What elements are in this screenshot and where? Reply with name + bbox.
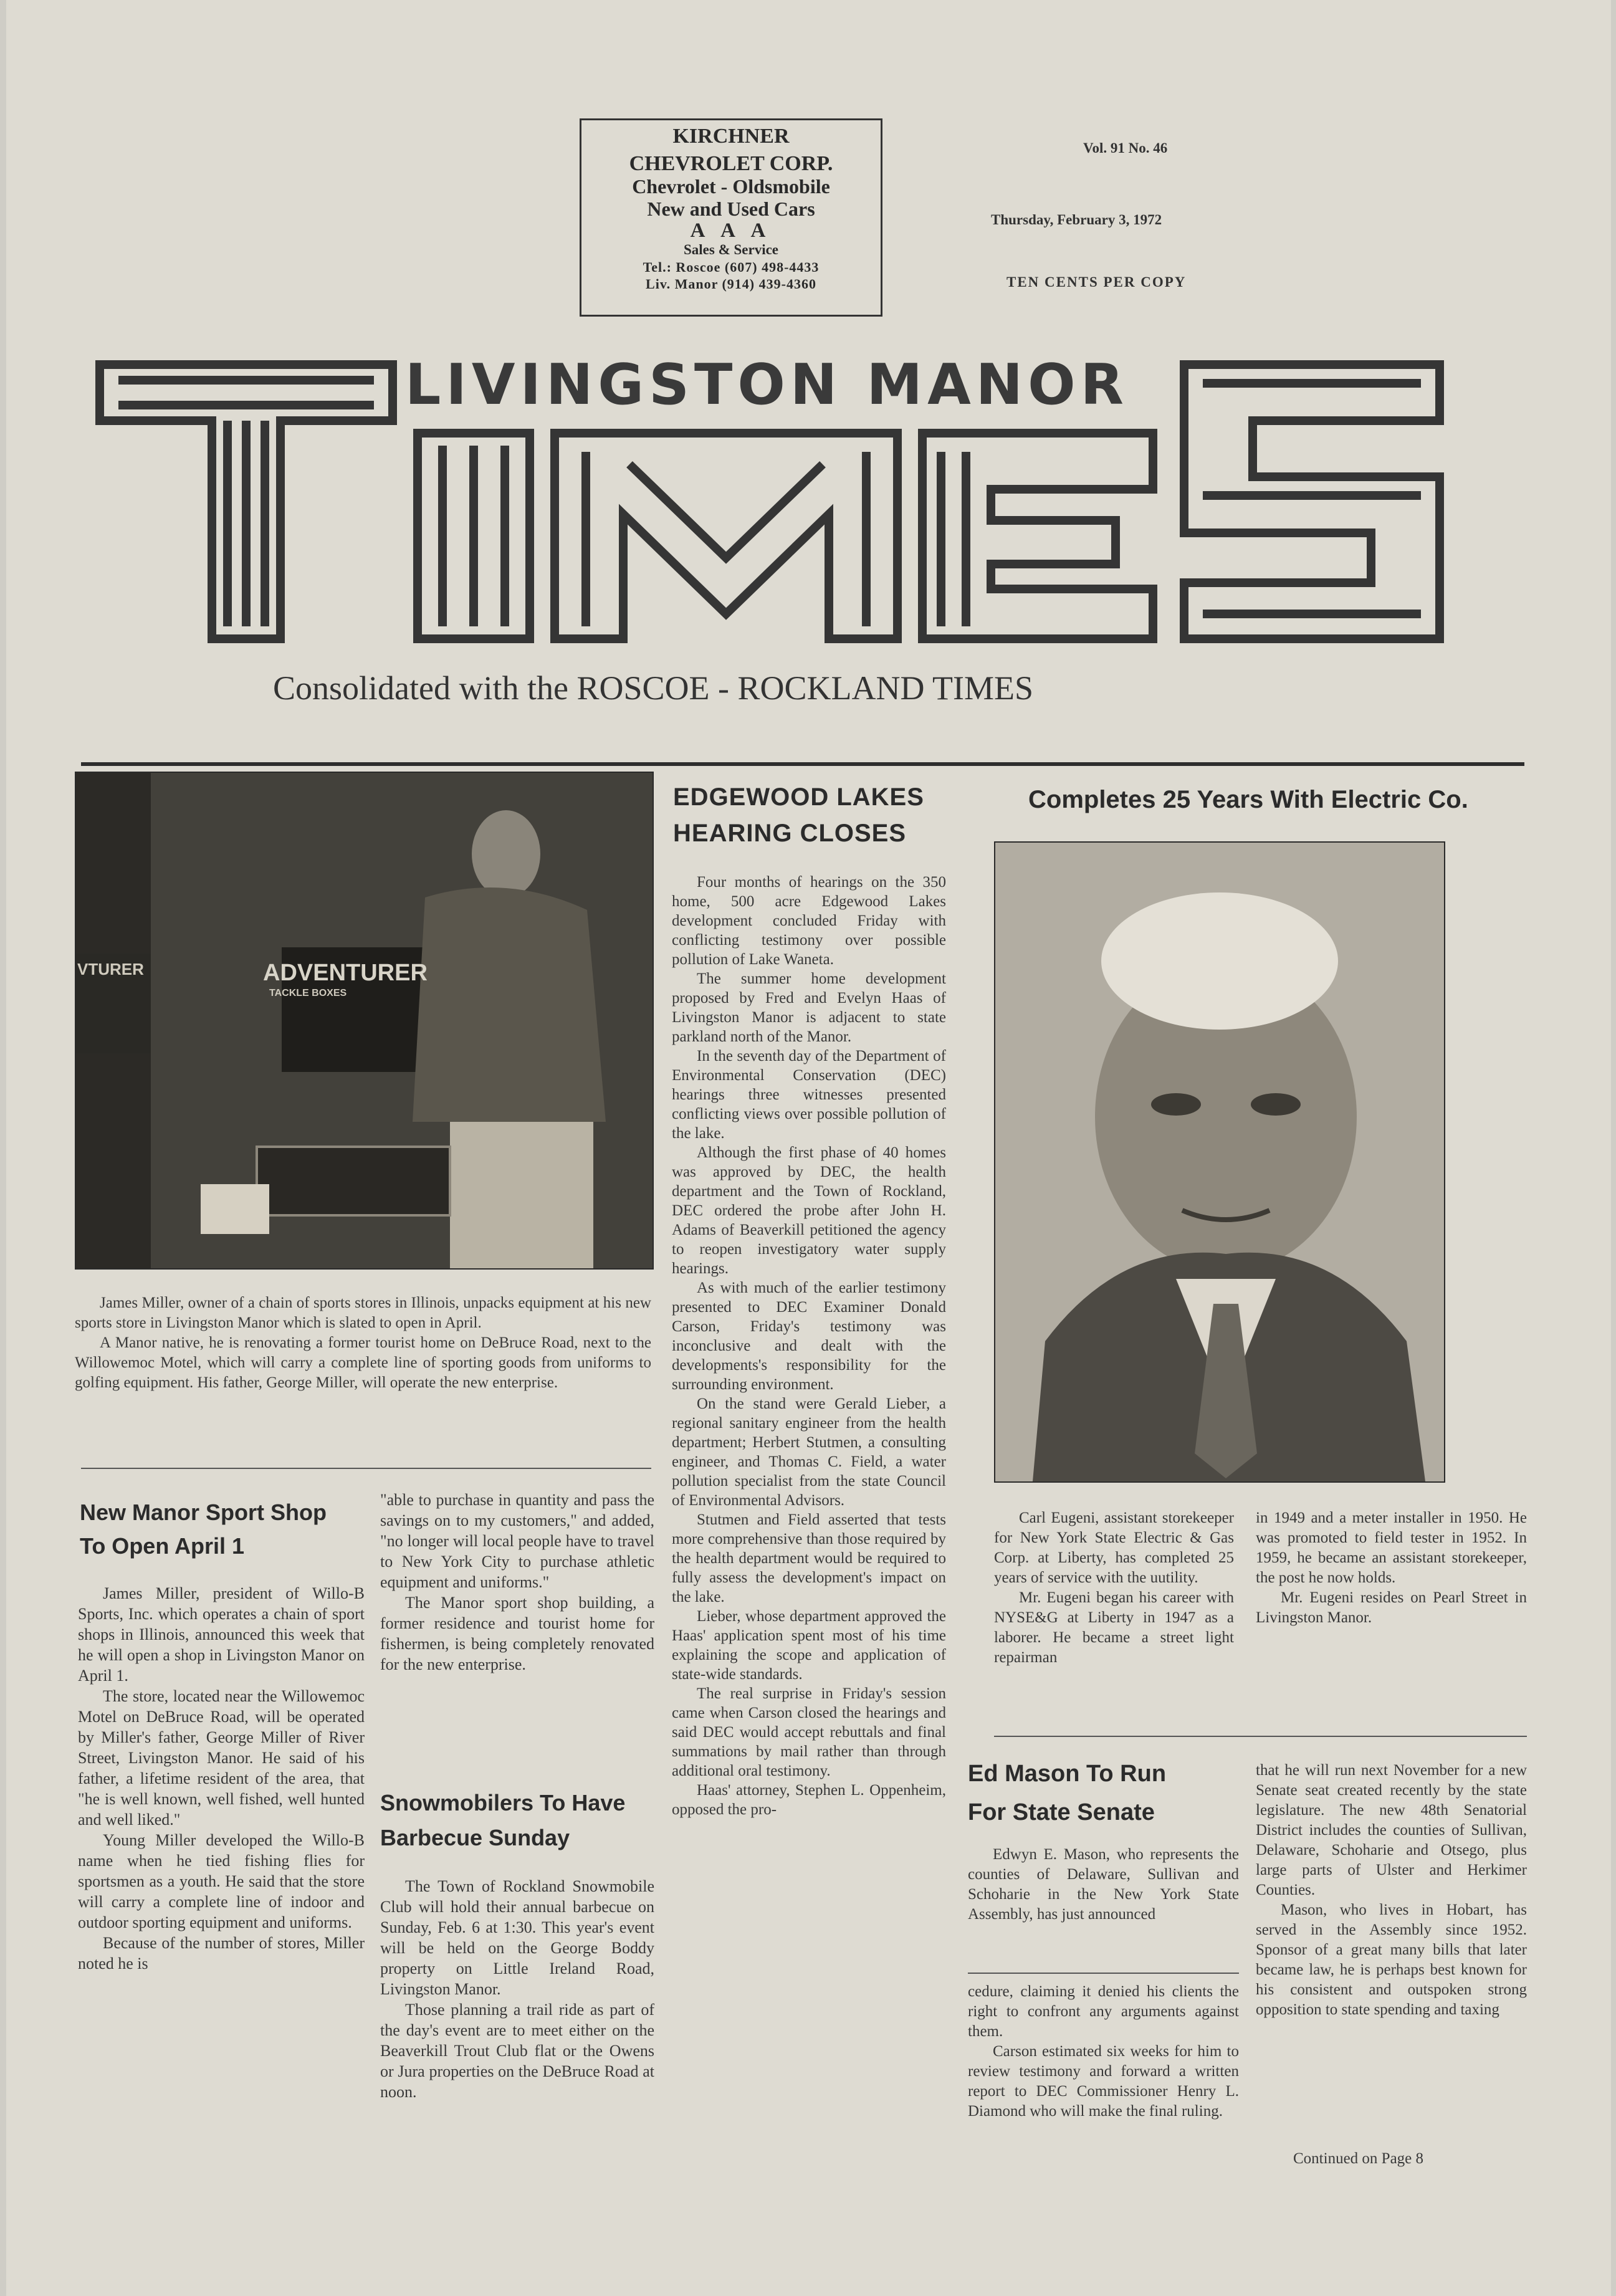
ad-line: Liv. Manor (914) 439-4360 xyxy=(646,276,816,292)
ad-line: Tel.: Roscoe (607) 498-4433 xyxy=(643,259,820,275)
section-divider xyxy=(968,1973,1239,1974)
section-divider xyxy=(994,1736,1527,1737)
caption-paragraph: A Manor native, he is renovating a former tourist home on DeBruce Road, next to the Willowemoc Motel, which will carry a complete line of sporting goods from uniforms to golfing equipment. His father, George Miller, will operate the new enterprise. xyxy=(75,1334,651,1391)
article-paragraph: Edwyn E. Mason, who represents the counties of Delaware, Sullivan and Schoharie in the New York State Assembly, has just announced xyxy=(968,1846,1239,1923)
eugeni-portrait xyxy=(994,841,1445,1483)
article-paragraph: In the seventh day of the Department of Environmental Conservation (DEC) hearings three witnesses presented conflicting views over possible pollution of the lake. xyxy=(672,1048,946,1142)
article-paragraph: James Miller, president of Willo-B Sports, Inc. which operates a chain of sport shops in Illinois, announced this week that he will open a shop in Livingston Manor on April 1. xyxy=(78,1584,365,1685)
portrait-illustration xyxy=(995,843,1444,1481)
photo-sign-subtext: TACKLE BOXES xyxy=(269,988,347,998)
sport-shop-headline xyxy=(80,1496,327,1563)
ad-line: CHEVROLET CORP. xyxy=(629,152,833,175)
article-paragraph: Mr. Eugeni began his career with NYSE&G at Liberty in 1947 as a laborer. He became a street light repairman xyxy=(994,1589,1234,1666)
headline-line: Barbecue Sunday xyxy=(380,1825,570,1850)
article-paragraph: cedure, claiming it denied his clients the right to confront any arguments against them. xyxy=(968,1983,1239,2040)
ad-line: A A A xyxy=(690,219,772,242)
headline-line: New Manor Sport Shop xyxy=(80,1500,327,1525)
article-paragraph: The summer home development proposed by Fred and Evelyn Haas of Livingston Manor is adjacent to state parkland north of the Manor. xyxy=(672,970,946,1045)
photo-sign-left-text: VTURER xyxy=(77,960,144,978)
article-paragraph: Four months of hearings on the 350 home, 500 acre Edgewood Lakes development concluded Friday with conflicting testimony over possible pollution of Lake Waneta. xyxy=(672,874,946,968)
photo-sign-text: ADVENTURER xyxy=(263,960,428,986)
article-paragraph: Those planning a trail ride as part of the day's event are to meet either on the Beaverkill Trout Club flat or the Owens or Jura properties on the DeBruce Road at noon. xyxy=(380,2001,654,2101)
article-paragraph: in 1949 and a meter installer in 1950. He was promoted to field tester in 1952. In 1959, he became an assistant storekeeper, the post he now holds. xyxy=(1256,1509,1527,1586)
electric-column-a xyxy=(994,1508,1234,1668)
sport-shop-column-2 xyxy=(380,1490,654,1675)
photo-illustration xyxy=(76,773,653,1268)
article-paragraph: that he will run next November for a new Senate seat created recently by the state legislature. The new 48th Senatorial District includes the counties of Sullivan, Delaware, Schoharie and Otsego, plus large parts of Ulster and Herkimer Counties. xyxy=(1256,1762,1527,1898)
issue-date: Thursday, February 3, 1972 xyxy=(991,212,1162,227)
article-paragraph: Although the first phase of 40 homes was approved by DEC, the health department and the Town of Rockland, DEC ordered the probe after John H. Adams of Beaverkill petitioned the agency to reopen investigatory water supply hearings. xyxy=(672,1144,946,1277)
electric-column-b xyxy=(1256,1508,1527,1628)
sport-shop-photo xyxy=(75,772,654,1270)
article-paragraph: Because of the number of stores, Miller noted he is xyxy=(78,1934,365,1973)
headline-line: For State Senate xyxy=(968,1799,1155,1825)
headline-line: HEARING CLOSES xyxy=(673,820,907,847)
article-paragraph: Mason, who lives in Hobart, has served in the Assembly since 1952. Sponsor of a great many bills that later became law, he is perhaps best known for his consistent and outspoken strong opposition to state spending and taxing xyxy=(1256,1901,1527,2018)
edgewood-continued xyxy=(968,1982,1239,2121)
section-divider xyxy=(81,1468,651,1469)
masthead-times-logo xyxy=(93,352,1527,645)
article-paragraph: Carl Eugeni, assistant storekeeper for New York State Electric & Gas Corp. at Liberty, has completed 25 years of service with the uutility. xyxy=(994,1509,1234,1586)
price: TEN CENTS PER COPY xyxy=(1006,274,1187,290)
article-paragraph: On the stand were Gerald Lieber, a regional sanitary engineer from the health department; Herbert Stutmen, a consulting engineer, and Thomas C. Field, a water pollution specialist from the state Council of Environmental Advisors. xyxy=(672,1395,946,1509)
ad-line: New and Used Cars xyxy=(647,198,815,220)
masthead-rule xyxy=(81,762,1524,766)
article-paragraph: Young Miller developed the Willo-B name when he tied fishing flies for sportsmen as a youth. He said that the store will carry a complete line of indoor and outdoor sporting equipment and uniforms. xyxy=(78,1831,365,1931)
edgewood-body xyxy=(672,873,946,1819)
headline-line: EDGEWOOD LAKES xyxy=(673,783,924,811)
volume-number: Vol. 91 No. 46 xyxy=(1083,140,1168,156)
headline-line: Snowmobilers To Have xyxy=(380,1790,626,1815)
headline-line: To Open April 1 xyxy=(80,1533,245,1559)
sport-shop-column-1 xyxy=(78,1583,365,1974)
caption-paragraph: James Miller, owner of a chain of sports stores in Illinois, unpacks equipment at his new sports store in Livingston Manor which is slated to open in April. xyxy=(75,1294,651,1331)
ad-line: Sales & Service xyxy=(683,242,778,257)
article-paragraph: The Manor sport shop building, a former residence and tourist home for fishermen, is being completely renovated for the new enterprise. xyxy=(380,1594,654,1673)
snowmobilers-body xyxy=(380,1876,654,2102)
snowmobilers-headline xyxy=(380,1786,625,1855)
mason-column-a xyxy=(968,1845,1239,1925)
article-paragraph: "able to purchase in quantity and pass the savings on to my customers," and added, "no longer will local people have to travel to New York City to purchase athletic equipment and uniforms." xyxy=(380,1491,654,1591)
article-paragraph: The store, located near the Willowemoc Motel on DeBruce Road, will be operated by Miller's father, George Miller of River Street, Livingston Manor. He said of his father, a lifetime resident of the area, that "he is well known, well fished, well hunted and well liked." xyxy=(78,1687,365,1829)
tagline-prefix: Consolidated with the xyxy=(273,669,568,707)
article-paragraph: Mr. Eugeni resides on Pearl Street in Livingston Manor. xyxy=(1256,1589,1527,1626)
ad-line: Chevrolet - Oldsmobile xyxy=(632,175,830,198)
newspaper-page xyxy=(6,0,1611,2296)
article-paragraph: Lieber, whose department approved the Haas' application spent most of his time explaining the scope and application of state-wide standards. xyxy=(672,1608,946,1683)
article-paragraph: Haas' attorney, Stephen L. Oppenheim, opposed the pro- xyxy=(672,1782,946,1818)
photo-caption xyxy=(75,1293,651,1393)
article-paragraph: As with much of the earlier testimony presented to DEC Examiner Donald Carson, Friday's testimony was inconclusive and dealt with the developments's responsibility for the surrounding environment. xyxy=(672,1280,946,1393)
kirchner-advertisement xyxy=(580,118,882,317)
edgewood-headline xyxy=(673,779,924,851)
mason-headline xyxy=(968,1754,1166,1832)
tagline-name: ROSCOE - ROCKLAND TIMES xyxy=(576,669,1034,707)
continued-on-page: Continued on Page 8 xyxy=(1293,2150,1424,2167)
masthead-tagline xyxy=(273,669,1033,707)
ad-line: KIRCHNER xyxy=(672,125,790,148)
article-paragraph: The Town of Rockland Snowmobile Club will hold their annual barbecue on Sunday, Feb. 6 at 1:30. This year's event will be held on the George Boddy property on Little Ireland Road, Livingston Manor. xyxy=(380,1877,654,1998)
mason-column-b xyxy=(1256,1761,1527,2020)
masthead-top-line: LIVINGSTON MANOR xyxy=(405,352,1129,418)
article-paragraph: Carson estimated six weeks for him to review testimony and forward a written report to DEC Commissioner Henry L. Diamond who will make the final ruling. xyxy=(968,2043,1239,2120)
article-paragraph: The real surprise in Friday's session came when Carson closed the hearings and said DEC would accept rebuttals and final summations by mail rather than through additional oral testimony. xyxy=(672,1685,946,1779)
headline-line: Ed Mason To Run xyxy=(968,1761,1167,1787)
electric-headline: Completes 25 Years With Electric Co. xyxy=(1028,786,1468,813)
article-paragraph: Stutmen and Field asserted that tests more comprehensive than those required by the health department would be required to fully assess the development's impact on the lake. xyxy=(672,1511,946,1605)
